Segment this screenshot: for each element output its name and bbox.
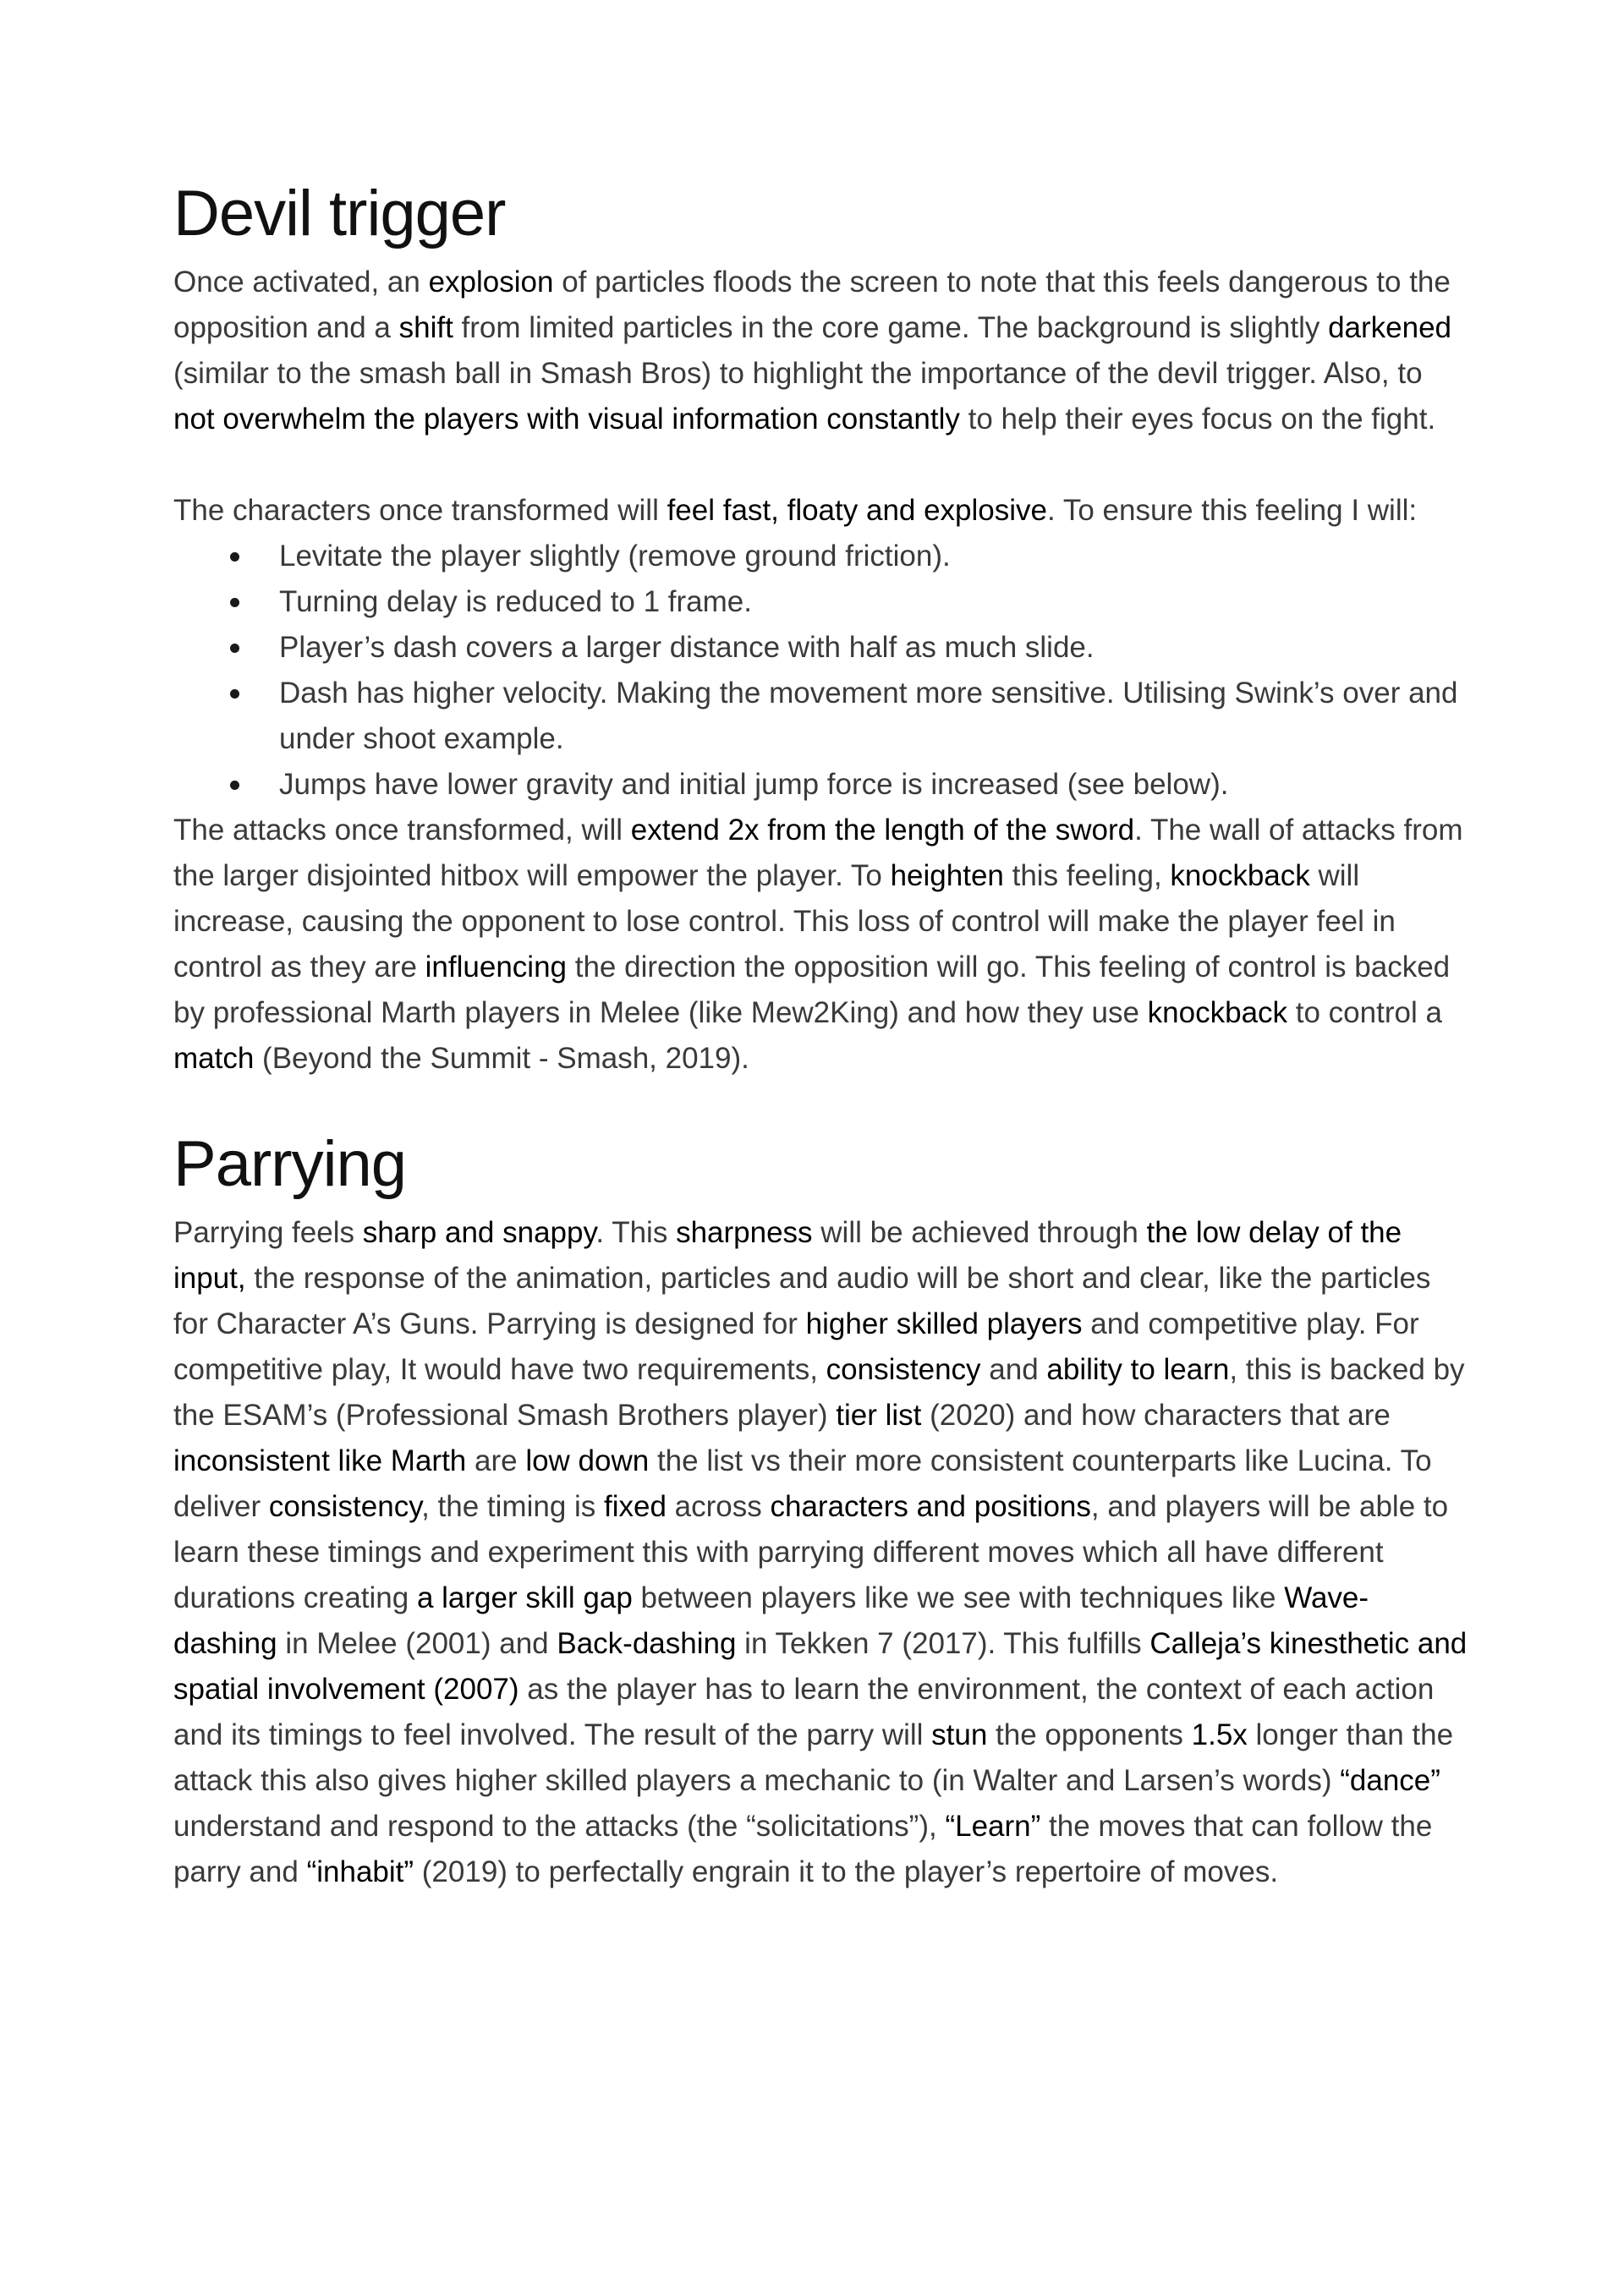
- emphasized-text: extend 2x from the length of the sword: [630, 814, 1135, 847]
- bullet-item-dash-velocity: Dash has higher velocity. Making the movement more sensitive. Utilising Swink’s over and under shoot example.: [279, 671, 1468, 762]
- emphasized-text: Wave-dashing: [173, 1581, 1369, 1660]
- emphasized-text: Calleja’s kinesthetic and spatial involvement (2007): [173, 1627, 1468, 1706]
- emphasized-text: Back-dashing: [557, 1627, 737, 1660]
- emphasized-text: knockback: [1170, 859, 1310, 892]
- emphasized-text: “inhabit”: [306, 1855, 414, 1888]
- emphasized-text: characters and positions: [770, 1490, 1091, 1523]
- emphasized-text: low down: [525, 1444, 650, 1477]
- bullet-item-dash-distance: Player’s dash covers a larger distance with half as much slide.: [279, 625, 1468, 671]
- emphasized-text: higher skilled players: [805, 1307, 1083, 1340]
- section-heading-devil-trigger: Devil trigger: [173, 178, 506, 249]
- emphasized-text: darkened: [1328, 311, 1452, 344]
- emphasized-text: consistency: [268, 1490, 422, 1523]
- parrying-paragraph: Parrying feels sharp and snappy. This sharpness will be achieved through the low delay of the input, the response of the animation, particles and audio will be short and clear, like the particles for Character A’s Guns. Parrying is designed for higher skilled players and competitive play. For competitive play, It would have two requirements, consistency and ability to learn, this is backed by the ESAM’s (Professional Smash Brothers player) tier list (2020) and how characters that are inconsistent like Marth are low down the list vs their more consistent counterparts like Lucina. To deliver consistency, the timing is fixed across characters and positions, and players will be able to learn these timings and experiment this with parrying different moves which all have different durations creating a larger skill gap between players like we see with techniques like Wave-dashing in Melee (2001) and Back-dashing in Tekken 7 (2017). This fulfills Calleja’s kinesthetic and spatial involvement (2007) as the player has to learn the environment, the context of each action and its timings to feel involved. The result of the parry will stun the opponents 1.5x longer than the attack this also gives higher skilled players a mechanic to (in Walter and Larsen’s words) “dance” understand and respond to the attacks (the “solicitations”), “Learn” the moves that can follow the parry and “inhabit” (2019) to perfectally engrain it to the player’s repertoire of moves.: [173, 1216, 1468, 1888]
- emphasized-text: heighten: [890, 859, 1004, 892]
- bullet-item-turning-delay: Turning delay is reduced to 1 frame.: [279, 579, 1468, 625]
- devil-trigger-attacks-paragraph: The attacks once transformed, will extend 2x from the length of the sword. The wall of attacks from the larger disjointed hitbox will empower the player. To heighten this feeling, knockback will increase, causing the opponent to lose control. This loss of control will make the player feel in control as they are influencing the direction the opposition will go. This feeling of control is backed by professional Marth players in Melee (like Mew2King) and how they use knockback to control a match (Beyond the Summit - Smash, 2019).: [173, 814, 1463, 1075]
- emphasized-text: fixed: [604, 1490, 667, 1523]
- emphasized-text: explosion: [428, 266, 554, 299]
- emphasized-text: the low delay of the input,: [173, 1216, 1402, 1295]
- emphasized-text: consistency: [826, 1353, 981, 1386]
- emphasized-text: match: [173, 1042, 255, 1075]
- emphasized-text: 1.5x: [1191, 1718, 1248, 1751]
- section-heading-parrying: Parrying: [173, 1128, 406, 1200]
- emphasized-text: sharp and snappy: [362, 1216, 596, 1249]
- emphasized-text: feel fast, floaty and explosive: [667, 494, 1048, 527]
- bullet-item-jumps: Jumps have lower gravity and initial jump force is increased (see below).: [279, 762, 1468, 808]
- emphasized-text: inconsistent like Marth: [173, 1444, 467, 1477]
- emphasized-text: influencing: [425, 951, 567, 984]
- emphasized-text: shift: [398, 311, 453, 344]
- emphasized-text: a larger skill gap: [416, 1581, 633, 1614]
- emphasized-text: “Learn”: [945, 1810, 1041, 1843]
- emphasized-text: ability to learn: [1046, 1353, 1230, 1386]
- emphasized-text: stun: [931, 1718, 988, 1751]
- emphasized-text: not overwhelm the players with visual information constantly: [173, 403, 960, 436]
- emphasized-text: knockback: [1147, 996, 1288, 1029]
- emphasized-text: tier list: [836, 1399, 922, 1432]
- document-page: [173, 178, 1468, 1895]
- devil-trigger-bullet-list: [173, 534, 1468, 808]
- devil-trigger-intro-paragraph: Once activated, an explosion of particles floods the screen to note that this feels dangerous to the opposition and a shift from limited particles in the core game. The background is slightly darkened (similar to the smash ball in Smash Bros) to highlight the importance of the devil trigger. Also, to not overwhelm the players with visual information constantly to help their eyes focus on the fight.: [173, 266, 1452, 436]
- emphasized-text: “dance”: [1340, 1764, 1440, 1797]
- devil-trigger-transform-paragraph: The characters once transformed will feel fast, floaty and explosive. To ensure this feeling I will:: [173, 494, 1418, 527]
- emphasized-text: sharpness: [676, 1216, 813, 1249]
- bullet-item-levitate: Levitate the player slightly (remove ground friction).: [279, 534, 1468, 579]
